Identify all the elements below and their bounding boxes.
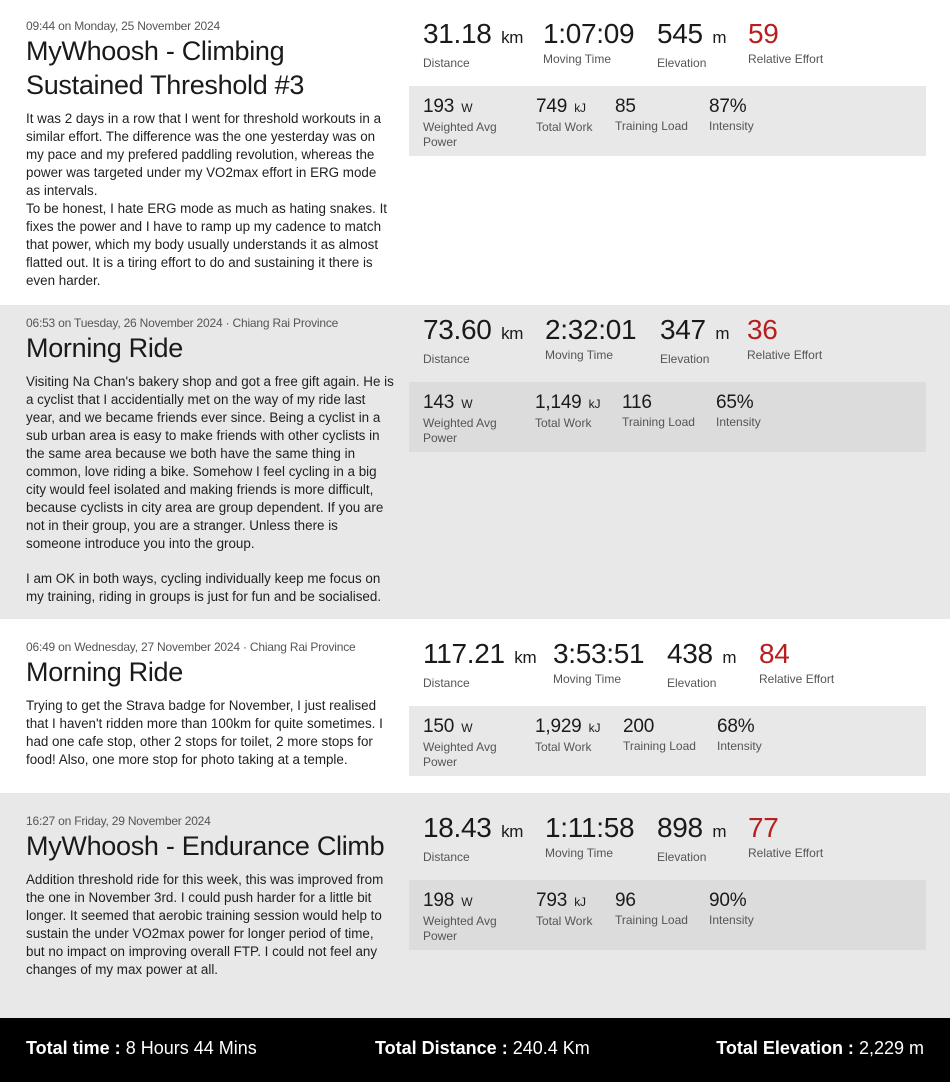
work-value: 1,149 [535,392,582,413]
intensity-value: 68% [717,716,755,737]
distance-value: 73.60 [423,314,492,345]
stat-distance [423,16,523,71]
power-unit: W [461,895,473,909]
intensity-label: Intensity [709,913,754,927]
primary-stats [409,636,926,706]
moving-time-label: Moving Time [545,846,614,860]
work-unit: kJ [574,895,586,909]
total-elevation-label: Total Elevation : [716,1038,854,1058]
description-paragraph: Addition threshold ride for this week, this was improved from the one in November 3rd. I could push harder for a little bit longer. It seemed that aerobic training session would help to sustain the under VO2max power for longer period of time, but no impact on improving overall FTP. I could not feel any changes of my max power at all. [26,872,384,977]
stat-power [423,715,513,770]
totals-bar [0,1018,950,1082]
moving-time-value: 1:07:09 [543,18,635,49]
description-paragraph: It was 2 days in a row that I went for threshold workouts in a similar effort. The difference was the one yesterday was on my pace and my prefered paddling revolution, whereas the power was targeted under my VO2max effort in ERG mode as intervals. [26,111,382,198]
activity-card [0,793,950,1018]
total-distance [375,1038,590,1059]
stat-work [536,95,626,135]
stat-work [536,889,626,929]
distance-value: 18.43 [423,812,492,843]
primary-stats [409,16,926,86]
stat-power [423,889,513,944]
distance-label: Distance [423,352,470,366]
description-paragraph: To be honest, I hate ERG mode as much as hating snakes. It fixes the power and I have to ramp up my cadence to match that power, which my body usually understands it as almost flatted out. It is a tiring effort to do and sustaining it there is even harder. [26,201,388,288]
stat-moving-time [553,636,644,687]
training-load-label: Training Load [623,739,696,753]
stat-training-load [615,95,705,134]
intensity-value: 65% [716,392,754,413]
power-value: 198 [423,890,455,911]
power-unit: W [461,721,473,735]
stat-elevation [657,16,726,71]
activity-description [26,871,394,979]
distance-label: Distance [423,676,470,690]
relative-effort-label: Relative Effort [747,348,823,362]
work-unit: kJ [588,721,601,735]
intensity-label: Intensity [716,415,761,429]
activity-description [26,110,394,290]
activity-title[interactable]: Morning Ride [26,657,183,687]
stat-intensity [709,889,799,928]
power-value: 193 [423,96,455,117]
elevation-value: 438 [667,638,713,669]
power-label: Weighted Avg Power [423,914,497,943]
activity-title[interactable]: MyWhoosh - Climbing Sustained Threshold #3 [26,36,305,100]
power-label: Weighted Avg Power [423,120,497,149]
secondary-stats [409,86,926,156]
activity-card [0,305,950,619]
training-load-label: Training Load [622,415,695,429]
power-value: 150 [423,716,455,737]
stat-distance [423,312,523,367]
power-unit: W [461,397,473,411]
stat-distance [423,636,536,691]
elevation-value: 347 [660,314,706,345]
stat-intensity [716,391,806,430]
distance-unit: km [501,822,524,841]
power-unit: W [461,101,473,115]
moving-time-value: 2:32:01 [545,314,637,345]
stat-training-load [615,889,705,928]
distance-label: Distance [423,56,470,70]
relative-effort-value: 59 [748,18,779,49]
training-load-value: 85 [615,96,636,117]
stat-work [535,391,625,431]
stat-intensity [709,95,799,134]
training-load-label: Training Load [615,119,688,133]
secondary-stats [409,706,926,776]
power-label: Weighted Avg Power [423,740,497,769]
secondary-stats [409,880,926,950]
activity-datetime: 06:53 on Tuesday, 26 November 2024 · Chiang Rai Province [26,316,339,330]
moving-time-label: Moving Time [553,672,622,686]
activity-card [0,619,950,793]
moving-time-label: Moving Time [545,348,614,362]
work-label: Total Work [535,740,592,754]
total-elevation [716,1038,924,1059]
distance-unit: km [514,648,537,667]
training-load-value: 116 [622,392,652,413]
activity-datetime: 16:27 on Friday, 29 November 2024 [26,814,211,828]
total-time [26,1038,257,1059]
distance-value: 117.21 [423,638,505,669]
distance-unit: km [501,324,524,343]
total-time-value: 8 Hours 44 Mins [125,1038,257,1058]
total-distance-value: 240.4 Km [512,1038,590,1058]
activity-datetime: 09:44 on Monday, 25 November 2024 [26,19,220,33]
moving-time-label: Moving Time [543,52,612,66]
elevation-label: Elevation [657,56,707,70]
elevation-label: Elevation [657,850,707,864]
stat-elevation [667,636,736,691]
stat-moving-time [543,16,634,67]
work-value: 749 [536,96,568,117]
distance-unit: km [501,28,524,47]
distance-value: 31.18 [423,18,492,49]
elevation-label: Elevation [667,676,717,690]
stat-training-load [623,715,713,754]
stat-intensity [717,715,807,754]
stat-relative-effort [759,636,834,687]
stat-power [423,95,513,150]
relative-effort-label: Relative Effort [759,672,835,686]
stat-elevation [660,312,729,367]
intensity-value: 90% [709,890,747,911]
total-distance-label: Total Distance : [375,1038,508,1058]
stat-training-load [622,391,712,430]
description-paragraph: Visiting Na Chan's bakery shop and got a free gift again. He is a cyclist that I accidentially met on the way of my ride last year, and we became friends ever since. Being a cyclist in a sub urban area is easy to make friends with other cyclists in the same area because we both have the same thing in common, love riding a bike. Somehow I feel cycling in a big city would feel isolated and making friends is more difficult, because cyclists in city area are group dependent. If you are not in their group, you are a stranger. Unless there is someone introduce you into the group. [26,374,394,551]
work-unit: kJ [574,101,586,115]
stat-relative-effort [748,810,823,861]
training-load-value: 200 [623,716,655,737]
activity-title[interactable]: MyWhoosh - Endurance Climb [26,831,385,861]
secondary-stats [409,382,926,452]
elevation-unit: m [722,648,737,667]
power-value: 143 [423,392,455,413]
stat-relative-effort [747,312,822,363]
intensity-label: Intensity [717,739,762,753]
description-paragraph: I am OK in both ways, cycling individually keep me focus on my training, riding in groups is just for fun and be socialised. [26,571,382,604]
activity-description [26,697,394,769]
relative-effort-label: Relative Effort [748,846,824,860]
elevation-unit: m [715,324,730,343]
relative-effort-label: Relative Effort [748,52,824,66]
work-value: 1,929 [535,716,582,737]
total-time-label: Total time : [26,1038,121,1058]
training-load-value: 96 [615,890,636,911]
stat-work [535,715,625,755]
work-unit: kJ [588,397,601,411]
elevation-unit: m [712,28,727,47]
elevation-value: 545 [657,18,703,49]
stat-power [423,391,513,446]
work-label: Total Work [536,914,593,928]
activity-card [0,0,950,305]
training-load-label: Training Load [615,913,688,927]
elevation-value: 898 [657,812,703,843]
work-label: Total Work [536,120,593,134]
primary-stats [409,810,926,880]
moving-time-value: 3:53:51 [553,638,645,669]
stat-moving-time [545,312,636,363]
stat-relative-effort [748,16,823,67]
stat-elevation [657,810,726,865]
relative-effort-value: 84 [759,638,790,669]
moving-time-value: 1:11:58 [545,812,635,843]
activity-datetime: 06:49 on Wednesday, 27 November 2024 · Chiang Rai Province [26,640,356,654]
description-paragraph: Trying to get the Strava badge for November, I just realised that I haven't ridden more than 100km for quite sometimes. I had one cafe stop, other 2 stops for toilet, 2 more stops for food! Also, one more stop for photo taking at a temple. [26,698,383,767]
elevation-label: Elevation [660,352,710,366]
intensity-value: 87% [709,96,747,117]
elevation-unit: m [712,822,727,841]
stat-distance [423,810,523,865]
activity-title[interactable]: Morning Ride [26,333,183,363]
total-elevation-value: 2,229 m [858,1038,924,1058]
intensity-label: Intensity [709,119,754,133]
work-value: 793 [536,890,568,911]
power-label: Weighted Avg Power [423,416,497,445]
activity-description [26,373,394,606]
distance-label: Distance [423,850,470,864]
relative-effort-value: 36 [747,314,778,345]
relative-effort-value: 77 [748,812,779,843]
stat-moving-time [545,810,634,861]
primary-stats [409,312,926,382]
work-label: Total Work [535,416,592,430]
